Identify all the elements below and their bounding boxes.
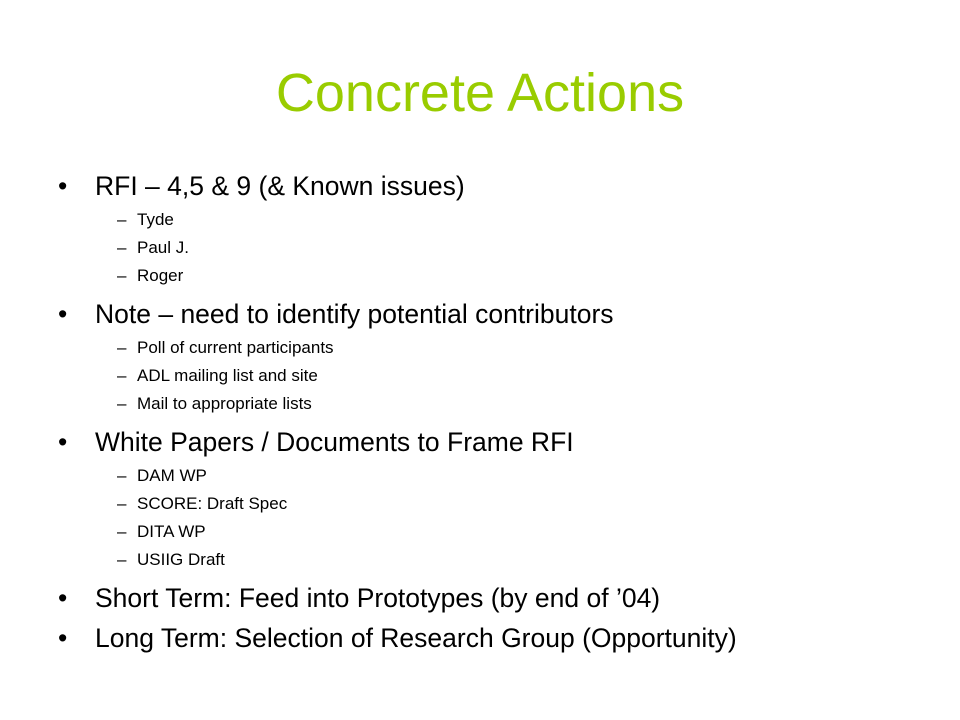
- dash-icon: –: [117, 266, 127, 285]
- bullet-item: [58, 166, 938, 206]
- dash-icon: –: [117, 338, 127, 357]
- sub-item: [58, 546, 938, 574]
- dash-icon: –: [117, 466, 127, 485]
- sub-item: [58, 490, 938, 518]
- bullet-text: White Papers / Documents to Frame RFI: [95, 427, 574, 457]
- bullet-item: [58, 422, 938, 462]
- dash-icon: –: [117, 394, 127, 413]
- sub-list: [58, 462, 938, 574]
- bullet-text: Note – need to identify potential contributors: [95, 299, 614, 329]
- dash-icon: –: [117, 522, 127, 541]
- sub-item-text: USIIG Draft: [137, 550, 225, 569]
- bullet-text: RFI – 4,5 & 9 (& Known issues): [95, 171, 465, 201]
- sub-item-text: Paul J.: [137, 238, 189, 257]
- sub-item-text: ADL mailing list and site: [137, 366, 318, 385]
- sub-item: [58, 334, 938, 362]
- sub-item-text: SCORE: Draft Spec: [137, 494, 288, 513]
- dash-icon: –: [117, 210, 127, 229]
- dash-icon: –: [117, 366, 127, 385]
- dash-icon: –: [117, 238, 127, 257]
- sub-item-text: Tyde: [137, 210, 174, 229]
- bullet-text: Long Term: Selection of Research Group (Opportunity): [95, 623, 737, 653]
- bullet-text: Short Term: Feed into Prototypes (by end of ’04): [95, 583, 661, 613]
- sub-item: [58, 390, 938, 418]
- sub-list: [58, 206, 938, 290]
- sub-item: [58, 518, 938, 546]
- sub-item-text: DITA WP: [137, 522, 206, 541]
- sub-item: [58, 206, 938, 234]
- sub-item: [58, 462, 938, 490]
- sub-item: [58, 234, 938, 262]
- bullet-list: [58, 166, 938, 658]
- bullet-icon: •: [58, 427, 68, 457]
- sub-item-text: Mail to appropriate lists: [137, 394, 312, 413]
- bullet-item: [58, 578, 938, 618]
- bullet-icon: •: [58, 583, 68, 613]
- bullet-item: [58, 618, 938, 658]
- slide-title: Concrete Actions: [275, 63, 685, 123]
- sub-item: [58, 262, 938, 290]
- sub-item: [58, 362, 938, 390]
- bullet-icon: •: [58, 623, 68, 653]
- sub-list: [58, 334, 938, 418]
- bullet-icon: •: [58, 171, 68, 201]
- bullet-item: [58, 294, 938, 334]
- sub-item-text: DAM WP: [137, 466, 207, 485]
- sub-item-text: Poll of current participants: [137, 338, 334, 357]
- dash-icon: –: [117, 550, 127, 569]
- bullet-icon: •: [58, 299, 68, 329]
- dash-icon: –: [117, 494, 127, 513]
- sub-item-text: Roger: [137, 266, 184, 285]
